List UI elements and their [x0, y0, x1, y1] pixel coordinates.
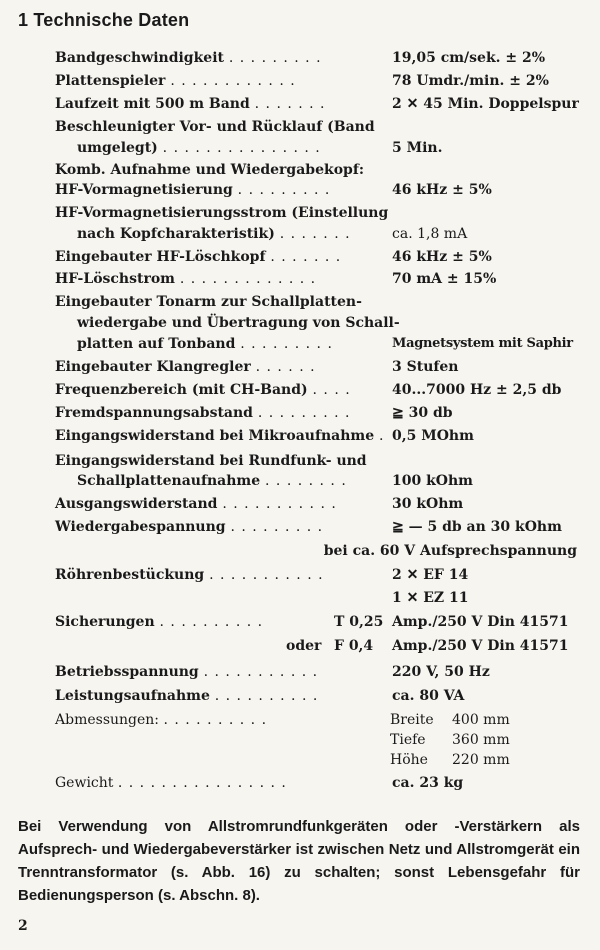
- spec-label: nach Kopfcharakteristik): [77, 226, 275, 242]
- spec-row: [0, 540, 577, 562]
- spec-label: Gewicht: [55, 775, 114, 791]
- page-number: 2: [18, 918, 28, 934]
- spec-label: Schallplattenaufnahme: [77, 473, 261, 489]
- spec-label: Ausgangswiderstand: [55, 496, 218, 512]
- spec-value: 3 Stufen: [392, 359, 459, 375]
- fuse-code: F 0,4: [334, 638, 374, 654]
- spec-value: ca. 1,8 mA: [392, 226, 468, 242]
- spec-label: Sicherungen: [55, 614, 155, 630]
- spec-value: 5 Min.: [392, 140, 443, 156]
- fuse-prefix: oder: [286, 638, 322, 654]
- spec-value: 0,5 MOhm: [392, 428, 474, 444]
- section-heading: 1 Technische Daten: [18, 10, 190, 30]
- spec-label: HF-Vormagnetisierungsstrom (Einstellung: [55, 205, 389, 221]
- spec-value: 46 kHz ± 5%: [392, 249, 492, 265]
- dimension-name: Höhe: [390, 752, 428, 768]
- spec-label: Eingebauter HF-Löschkopf: [55, 249, 266, 265]
- spec-label: Betriebsspannung: [55, 664, 199, 680]
- dimension-value: 360 mm: [452, 732, 510, 748]
- dimension-name: Tiefe: [390, 732, 426, 748]
- safety-note: Bei Verwendung von Allstromrundfunkgeräten oder -Verstärkern als Aufsprech- und Wiedergabeverstärker ist zwischen Netz und Allstromgerät ein Trenntransformator (s. Abb. 16) zu schalten; sonst Lebensgefahr für Bedienungsperson (s. Abschn. 8).: [18, 818, 580, 904]
- spec-label: Beschleunigter Vor- und Rücklauf (Band: [55, 119, 375, 135]
- spec-label: Wiedergabespannung: [55, 519, 226, 535]
- spec-value: 30 kOhm: [392, 496, 464, 512]
- spec-label: Frequenzbereich (mit CH-Band): [55, 382, 308, 398]
- spec-label: platten auf Tonband: [77, 336, 236, 352]
- spec-label: Laufzeit mit 500 m Band: [55, 96, 250, 112]
- spec-label: Komb. Aufnahme und Wiedergabekopf:: [55, 162, 365, 178]
- spec-value: 40...7000 Hz ± 2,5 db: [392, 382, 562, 398]
- spec-value: ca. 23 kg: [392, 775, 464, 791]
- spec-label: Leistungsaufnahme: [55, 688, 210, 704]
- spec-label: Abmessungen:: [55, 712, 160, 728]
- spec-label: HF-Vormagnetisierung: [55, 182, 233, 198]
- spec-label: wiedergabe und Übertragung von Schall-: [77, 315, 400, 331]
- spec-value: 220 V, 50 Hz: [392, 664, 490, 680]
- dimension-value: 400 mm: [452, 712, 510, 728]
- spec-label: HF-Löschstrom: [55, 271, 175, 287]
- spec-value: 100 kOhm: [392, 473, 473, 489]
- spec-value: 2 ✕ 45 Min. Doppelspur: [392, 96, 579, 112]
- spec-value: Magnetsystem mit Saphir: [392, 336, 573, 351]
- spec-note: bei ca. 60 V Aufsprechspannung: [323, 543, 577, 559]
- spec-value: ≧ 30 db: [392, 405, 453, 421]
- spec-label: Eingangswiderstand bei Rundfunk- und: [55, 453, 367, 469]
- spec-label: Plattenspieler: [55, 73, 166, 89]
- spec-value: 1 ✕ EZ 11: [392, 590, 469, 606]
- spec-value: 46 kHz ± 5%: [392, 182, 492, 198]
- dimension-value: 220 mm: [452, 752, 510, 768]
- spec-label: Eingangswiderstand bei Mikroaufnahme: [55, 428, 375, 444]
- spec-label: Eingebauter Klangregler: [55, 359, 251, 375]
- fuse-code: T 0,25: [334, 614, 384, 630]
- spec-label: Bandgeschwindigkeit: [55, 50, 224, 66]
- spec-label: Röhrenbestückung: [55, 567, 205, 583]
- spec-label: Fremdspannungsabstand: [55, 405, 253, 421]
- spec-label: Eingebauter Tonarm zur Schallplatten-: [55, 294, 362, 310]
- spec-label: umgelegt): [77, 140, 158, 156]
- spec-value: 2 ✕ EF 14: [392, 567, 469, 583]
- spec-value: ca. 80 VA: [392, 688, 465, 704]
- dimension-name: Breite: [390, 712, 434, 728]
- document-page: 1 Technische Daten Bandgeschwindigkeit . . . . . . . . . 19,05 cm/sek. ± 2% Plattenspieler . . . . . . . . . . . . 78 Umdr./min. ± 2% Laufzeit mit 500 m Band . . . . . . . 2 ✕ 45 Min. Doppelspur Beschleunigter Vor- und Rücklauf (Band umgelegt) . . . . . . . . . . . . . . . 5 Min. Komb. Aufnahme und Wiedergabekopf: HF-Vormagnetisierung . . . . . . . . . 46 kHz ± 5% HF-Vormagnetisierungsstrom (Einstellung nach Kopfcharakteristik) . . . . . . . ca. 1,8 mA Eingebauter HF-Löschkopf . . . . . . . 46 kHz ± 5% HF-Löschstrom . . . . . . . . . . . . . 70 mA ± 15% Eingebauter Tonarm zur Schallplatten- wiedergabe und Übertragung von Schall- platten auf Tonband . . . . . . . . . Magnetsystem mit Saphir Eingebauter Klangregler . . . . . . 3 Stufen Frequenzbereich (mit CH-Band) . . . . 40...7000 Hz ± 2,5 db Fremdspannungsabstand . . . . . . . . . ≧ 30 db Eingangswiderstand bei Mikroaufnahme . 0,5 MOhm Eingangswiderstand bei Rundfunk- und Schallplattenaufnahme . . . . . . . . 100 kOhm Ausgangswiderstand . . . . . . . . . . . 30 kOhm Wiedergabespannung . . . . . . . . . ≧ — 5 db an 30 kOhm bei ca. 60 V Aufsprechspannung Röhrenbestückung . . . . . . . . . . . 2 ✕ EF 14 1 ✕ EZ 11 Sicherungen . . . . . . . . . . T 0,25 Amp./250 V Din 41571 oder F 0,4 Amp./250 V Din 41571 Betriebsspannung . . . . . . . . . . . 220 V, 50 Hz Leistungsaufnahme . . . . . . . . . . ca. 80 VA Abmessungen: . . . . . . . . . . Breite 400 mm Tiefe 360 mm Höhe 220 mm Gewicht . . . . . . . . . . . . . . . . ca. 23 kg Bei Verwendung von Allstromrundfunkgeräten oder -Verstärkern als Aufsprech- und Wiedergabeverstärker ist zwischen Netz und Allstromgerät ein Trenntransformator (s. Abb. 16) zu schalten; sonst Lebensgefahr für Bedienungsperson (s. Abschn. 8). 2: [0, 0, 600, 950]
- spec-value: 19,05 cm/sek. ± 2%: [392, 50, 546, 66]
- spec-value: 78 Umdr./min. ± 2%: [392, 73, 549, 89]
- fuse-rating: Amp./250 V Din 41571: [392, 614, 569, 630]
- fuse-rating: Amp./250 V Din 41571: [392, 638, 569, 654]
- spec-value: 70 mA ± 15%: [392, 271, 497, 287]
- spec-value: ≧ — 5 db an 30 kOhm: [392, 519, 562, 535]
